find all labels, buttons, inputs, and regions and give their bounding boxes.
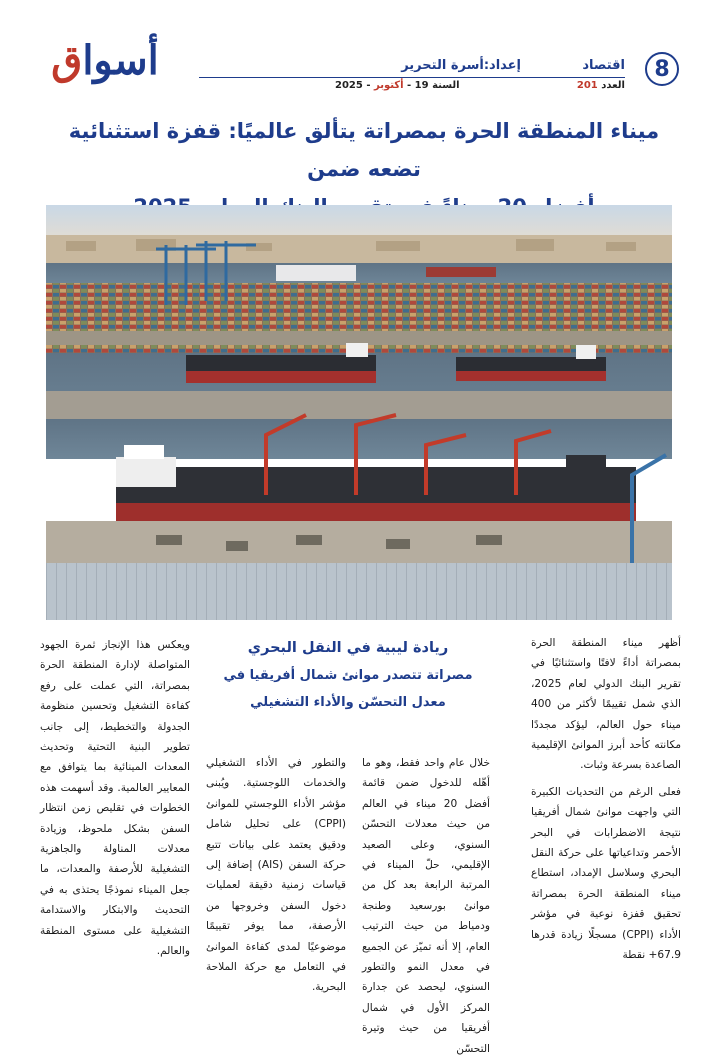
page-number-badge bbox=[645, 52, 679, 86]
column-right bbox=[531, 633, 681, 966]
column-left bbox=[40, 635, 190, 962]
issue-value: 201 bbox=[576, 80, 598, 91]
column-middle-left bbox=[206, 753, 346, 998]
magazine-logo bbox=[46, 36, 164, 86]
paragraph-left: ويعكس هذا الإنجاز ثمرة الجهود المتواصلة لإدارة المنطقة الحرة بمصراتة، التي عملت على رفع كفاءة التشغيل وتحسين منظومة الجدولة والتخطيط، إلى جانب تطوير البنية التحتية وتحديث المعدات المينائية بما يتوافق مع المعايير العالمية. وقد أسهمت هذه الخطوات في تقليص زمن انتظار السفن بشكل ملحوظ، وزيادة معدلات المناولة والجاهزية التشغيلية للأرصفة والمعدات، ما جعل الميناء نموذجًا يحتذى به في التحديث والابتكار والاستدامة التشغيلية على مستوى المنطقة والعالم. bbox=[40, 639, 190, 958]
paragraph-middle-right: خلال عام واحد فقط، وهو ما أهّله للدخول ضمن قائمة أفضل 20 ميناء في العالم من حيث معدلات التحسّن السنوي، وعلى الصعيد الإقليمي، حلّ الميناء في المرتبة الرابعة بعد كل من موانئ بورسعيد وطنجة ودمياط من حيث الترتيب العام، إلا أنه تميّز عن الجميع في معدل النمو والتطور السنوي، ليحصد عن جدارة المركز الأول في شمال أفريقيا من حيث وتيرة التحسّن bbox=[362, 757, 491, 1055]
header-divider bbox=[199, 77, 625, 78]
column-middle-right bbox=[362, 753, 490, 1059]
port-photo-icon bbox=[46, 205, 672, 620]
credit-name: أسرة التحرير bbox=[401, 58, 484, 73]
logo-main: أسوا bbox=[82, 37, 159, 84]
issue-info bbox=[199, 79, 625, 95]
section-header bbox=[199, 58, 625, 76]
subhead-line-1: مصراتة تتصدر موانئ شمال أفريقيا في bbox=[223, 668, 473, 683]
headline-line-1: ميناء المنطقة الحرة بمصراتة يتألق عالميًا: قفزة استثنائية تضعه ضمن bbox=[68, 119, 660, 181]
issue-number bbox=[577, 80, 625, 91]
port-photo bbox=[46, 205, 672, 620]
paragraph-right-2: فعلى الرغم من التحديات الكبيرة التي واجهت موانئ شمال أفريقيا نتيجة الاضطرابات في البحر الأحمر وتداعياتها على حركة النقل البحري وسلاسل الإمداد، استطاع ميناء المنطقة الحرة بمصراتة تحقيق قفزة نوعية في مؤشر الأداء (CPPI) مسجلًا زيادة قدرها 67.9+ نقطة bbox=[531, 785, 681, 962]
issue-label: العدد bbox=[601, 80, 625, 91]
issue-date bbox=[335, 80, 460, 91]
section-label: اقتصاد bbox=[582, 58, 625, 73]
subhead-title: ريادة ليبية في النقل البحري bbox=[247, 640, 449, 656]
editorial-credit bbox=[401, 58, 521, 73]
credit-label: إعداد: bbox=[483, 58, 521, 73]
logo-accent: ق bbox=[51, 37, 83, 84]
paragraph-right-1: أظهر ميناء المنطقة الحرة بمصراتة أداءً لافتًا واستثنائيًا في تقرير البنك الدولي لعام 2025، الذي شمل تقييمًا لأكثر من 400 ميناء حول العالم، ليؤكد مجددًا مكانته كأحد أبرز الموانئ الإقليمية الصاعدة بسرعة وثبات. bbox=[531, 637, 681, 772]
year-suffix: - 2025 bbox=[335, 80, 374, 91]
page-number: 8 bbox=[654, 56, 670, 82]
subhead-line-2: معدل التحسّن والأداء التشغيلي bbox=[250, 695, 446, 710]
year-label: السنة 19 - bbox=[403, 80, 460, 91]
paragraph-middle-left: والتطور في الأداء التشغيلي والخدمات اللوجستية. ويُبنى مؤشر الأداء اللوجستي للموانئ (CPPI) على تحليل شامل ودقيق يعتمد على بيانات تتبع حركة السفن (AIS) إضافة إلى قياسات زمنية دقيقة لعمليات دخول السفن وخروجها من الأرصفة، مما يوفر تقييمًا موضوعيًا لمدى كفاءة الموانئ في التعامل مع حركة الملاحة البحرية. bbox=[206, 757, 347, 994]
article-subhead bbox=[206, 635, 490, 716]
month-label: أكتوبر bbox=[373, 80, 404, 91]
